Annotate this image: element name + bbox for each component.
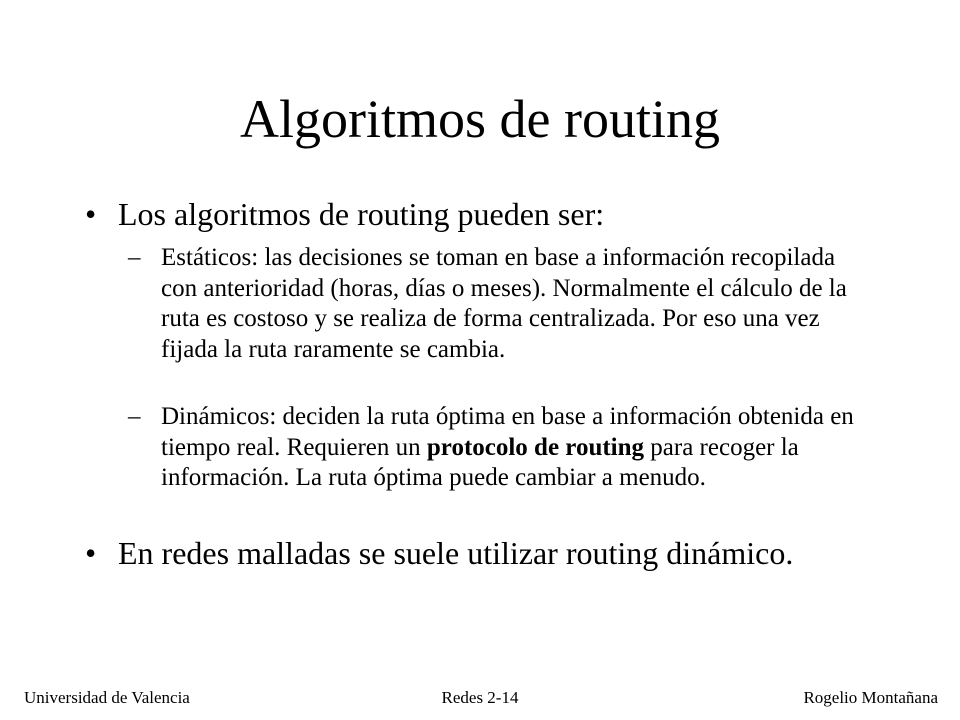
sub-bullet-text: Estáticos: las decisiones se toman en base a información recopilada con anterioridad (horas, días o meses). Normalmente el cálculo de la ruta es costoso y se realiza de forma centralizada. Por eso una vez fijada la ruta raramente se cambia. [161, 244, 847, 363]
sub-bullet-item [128, 243, 863, 365]
sub-bullet-text-end: para recoger la información. La ruta óptima puede cambiar a menudo. [161, 433, 799, 491]
dash-marker: – [128, 244, 141, 271]
sub-bullet-text-start: Dinámicos: deciden la ruta óptima en base a información obtenida en tiempo real. Requieren un [161, 403, 854, 461]
bullet-text: Los algoritmos de routing pueden ser: [118, 196, 605, 232]
bullet-text: En redes malladas se suele utilizar routing dinámico. [118, 535, 794, 571]
bullet-item [85, 196, 868, 233]
slide-title: Algoritmos de routing [240, 89, 720, 149]
sub-bullet-item [128, 402, 863, 494]
sub-bullet-text [161, 402, 863, 494]
bold-term: protocolo de routing [426, 433, 645, 461]
bullet-marker: • [85, 196, 97, 232]
bullet-marker: • [85, 535, 97, 571]
footer-author: Rogelio Montañana [803, 688, 938, 707]
footer-institution: Universidad de Valencia [24, 688, 190, 707]
bullet-item [85, 535, 868, 572]
dash-marker: – [128, 403, 141, 430]
footer-slide-number: Redes 2-14 [441, 688, 519, 707]
